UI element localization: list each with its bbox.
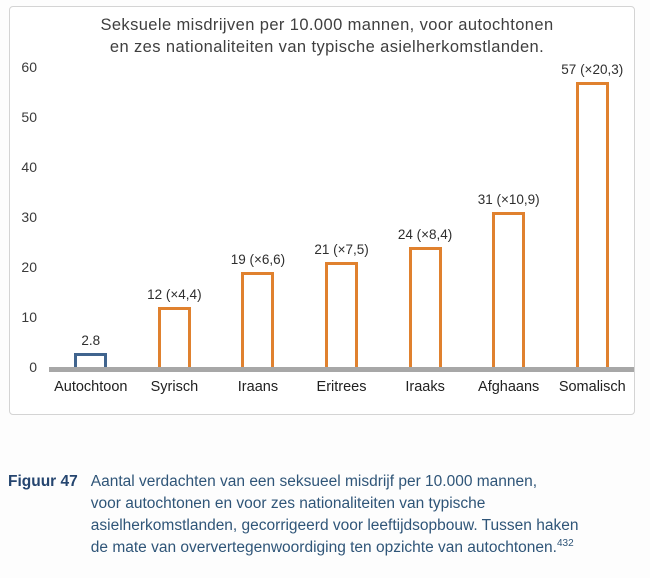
bar-column-afghaans <box>467 192 551 367</box>
bar-value-label: 24 (×8,4) <box>397 227 453 242</box>
y-tick-30: 30 <box>21 209 37 225</box>
bar-value-label: 12 (×4,4) <box>147 287 202 302</box>
caption-line: asielherkomstlanden, gecorrigeerd voor leeftijdsopbouw. Tussen haken <box>90 517 579 534</box>
bar-column-eritrees <box>300 242 384 367</box>
category-axis <box>49 379 634 395</box>
caption-line-text: de mate van oververtegenwoordiging ten opzichte van autochtonen. <box>90 539 557 556</box>
chart-title: Seksuele misdrijven per 10.000 mannen, voor autochtonen en zes nationaliteiten van typische asielherkomstlanden. <box>100 16 554 56</box>
bar-eritrees <box>325 262 358 367</box>
x-axis-baseline <box>49 367 634 372</box>
category-label-iraans: Iraans <box>237 379 279 395</box>
bar-autochtoon <box>74 353 107 367</box>
y-tick-40: 40 <box>21 159 37 175</box>
caption-line: voor autochtonen en voor zes nationaliteiten van typische <box>90 495 486 512</box>
bar-value-label: 19 (×6,6) <box>230 252 286 267</box>
category-label-syrisch: Syrisch <box>150 379 199 395</box>
bar-value-label: 2.8 <box>81 333 101 348</box>
bar-somalisch <box>576 82 609 367</box>
y-tick-60: 60 <box>21 59 37 75</box>
category-label-somalisch: Somalisch <box>558 379 626 395</box>
bar-afghaans <box>492 212 525 367</box>
bar-iraans <box>241 272 274 367</box>
figure-caption <box>8 471 578 559</box>
category-label-eritrees: Eritrees <box>316 379 367 395</box>
caption-line: Aantal verdachten van een seksueel misdrijf per 10.000 mannen, <box>90 473 538 490</box>
bar-syrisch <box>158 307 191 367</box>
y-tick-50: 50 <box>21 109 37 125</box>
footnote-reference: 432 <box>556 537 574 549</box>
bar-value-label: 57 (×20,3) <box>561 62 624 77</box>
bar-column-somalisch <box>550 62 634 367</box>
y-tick-0: 0 <box>29 359 37 375</box>
y-tick-20: 20 <box>21 259 37 275</box>
category-label-afghaans: Afghaans <box>478 379 540 395</box>
figure-caption-text <box>91 471 579 559</box>
bars-area <box>49 47 634 367</box>
category-label-autochtoon: Autochtoon <box>54 379 128 395</box>
caption-line <box>91 537 579 559</box>
bar-iraaks <box>409 247 442 367</box>
bar-column-iraans <box>216 252 300 367</box>
bar-value-label: 21 (×7,5) <box>314 242 369 257</box>
y-tick-10: 10 <box>21 309 37 325</box>
category-label-iraaks: Iraaks <box>405 379 445 395</box>
bar-column-autochtoon <box>49 333 133 367</box>
bar-column-syrisch <box>133 287 217 367</box>
bar-column-iraaks <box>383 227 467 367</box>
chart-frame <box>9 6 635 415</box>
figure-caption-label: Figuur 47 <box>8 473 78 490</box>
bar-value-label: 31 (×10,9) <box>477 192 540 207</box>
